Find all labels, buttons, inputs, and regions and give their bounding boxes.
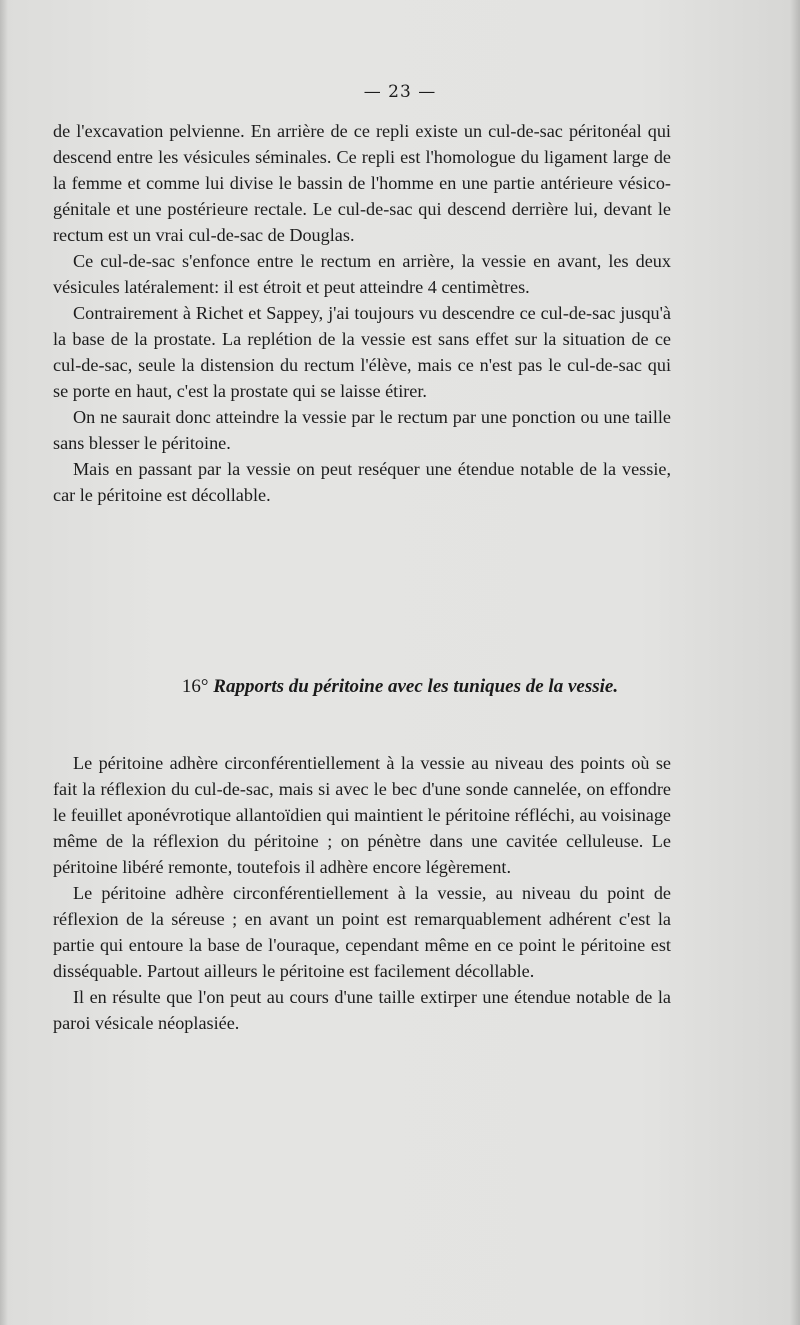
paragraph: Contrairement à Richet et Sappey, j'ai toujours vu descendre ce cul-de-sac jusqu'à la base de la prostate. La replétion de la vessie est sans effet sur la situation de ce cul-de-sac, seule la distension du rectum l'élève, mais ce n'est pas le cul-de-sac qui se porte en haut, c'est la prostate qui se laisse étirer. (53, 303, 671, 401)
section-heading (0, 676, 800, 698)
paragraph: Le péritoine adhère circonférentiellement à la vessie, au niveau du point de réflexion de la séreuse ; en avant un point est remarquablement adhérent c'est la partie qui entoure la base de l'ouraque, cependant même en ce point le péritoine est disséquable. Partout ailleurs le péritoine est facilement décollable. (53, 883, 671, 981)
text-block-before-heading (53, 118, 671, 508)
paragraph: de l'excavation pelvienne. En arrière de ce repli existe un cul-de-sac péritonéal qui descend entre les vésicules séminales. Ce repli est l'homologue du ligament large de la femme et comme lui divise le bassin de l'homme en une partie antérieure vésico-génitale et une postérieure rectale. Le cul-de-sac qui descend derrière lui, devant le rectum est un vrai cul-de-sac de Douglas. (53, 121, 671, 245)
section-title: Rapports du péritoine avec les tuniques de la vessie. (213, 676, 619, 697)
paragraph: Le péritoine adhère circonférentiellement à la vessie au niveau des points où se fait la réflexion du cul-de-sac, mais si avec le bec d'une sonde cannelée, on effondre le feuillet aponévrotique allantoïdien qui maintient le péritoine réfléchi, au voisinage même de la réflexion du péritoine ; on pénètre dans une cavitée celluleuse. Le péritoine libéré remonte, toutefois il adhère encore légèrement. (53, 753, 671, 877)
section-number: 16° (181, 676, 209, 697)
text-block-after-heading (53, 750, 671, 1036)
page-gutter-shadow (0, 0, 8, 1325)
paragraph: Mais en passant par la vessie on peut reséquer une étendue notable de la vessie, car le péritoine est décollable. (53, 459, 671, 505)
page-edge-shadow (790, 0, 800, 1325)
page-number: — 23 — (363, 82, 437, 102)
paragraph: Il en résulte que l'on peut au cours d'une taille extirper une étendue notable de la paroi vésicale néoplasiée. (53, 987, 671, 1033)
paragraph: Ce cul-de-sac s'enfonce entre le rectum en arrière, la vessie en avant, les deux vésicules latéralement: il est étroit et peut atteindre 4 centimètres. (53, 251, 671, 297)
paragraph: On ne saurait donc atteindre la vessie par le rectum par une ponction ou une taille sans blesser le péritoine. (53, 407, 671, 453)
